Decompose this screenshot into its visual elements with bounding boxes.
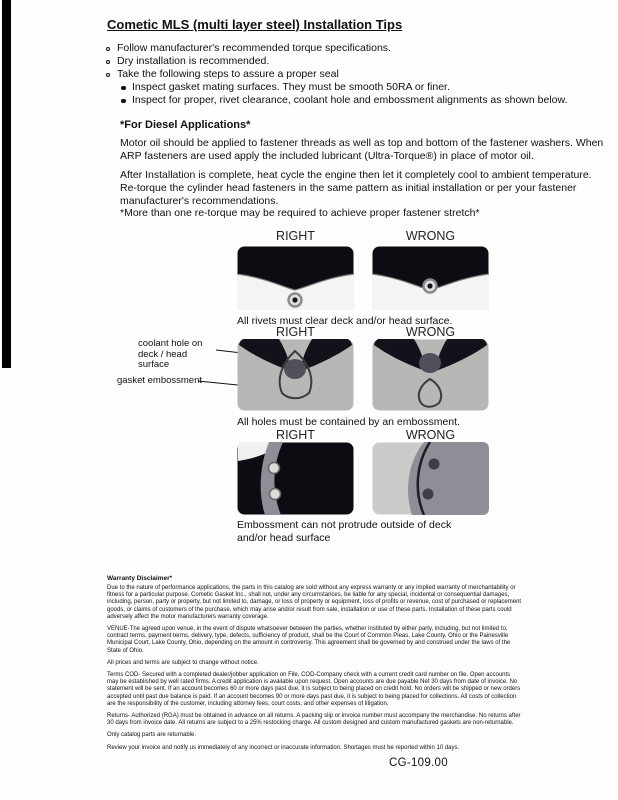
right-label: RIGHT [276,229,315,243]
tip-item [104,68,599,81]
rivet-overlap-wrong-figure [372,246,489,310]
wrong-label: WRONG [405,229,456,243]
warranty-disclaimer-heading: Warranty Disclaimer* [107,575,173,582]
circle-bullet-icon [106,47,110,51]
figure-caption: All holes must be contained by an embossment. [237,416,460,428]
embossment-protruding-wrong-figure [372,442,489,515]
tip-text: Inspect for proper, rivet clearance, coolant hole and embossment alignments as shown below. [132,94,568,106]
tip-text: Take the following steps to assure a proper seal [117,68,339,80]
page-title: Cometic MLS (multi layer steel) Installation Tips [107,17,403,32]
disclaimer-paragraph: All prices and terms are subject to change without notice. [107,659,259,666]
embossment-annotation: gasket embossment [117,375,203,386]
tip-sub-item [104,81,599,94]
wrong-label: WRONG [405,428,456,442]
tip-text: Inspect gasket mating surfaces. They must be smooth 50RA or finer. [132,81,450,93]
tip-item [104,42,599,55]
disclaimer-paragraph: Review your invoice and notify us immediately of any incorrect or inaccurate information. Shortages must be reported within 10 days. [107,744,460,751]
disclaimer-paragraph: VENUE-The agreed upon venue, in the event of dispute whatsoever between the parties, whether instituted by either party, including, but not limited to, contract terms, payment terms, delivery, type, defects, sufficiency of product, shall be the Court of Common Pleas, Lake County, Ohio or the Painesville Municipal Court, Lake County, Ohio, depending on the amount in controversy. This agreement shall be governed by and construed under the laws of the State of Ohio. [107,626,511,654]
circle-bullet-icon [106,73,110,77]
dot-bullet-icon [121,86,126,91]
diesel-paragraph-2: After Installation is complete, heat cycle the engine then let it completely cool to ambient temperature. Re-torque the cylinder head fasteners in the same pattern as initial installation or per your fastener manufacturer's recommendations. [120,169,592,207]
disclaimer-paragraph: Terms COD- Secured with a completed dealer/jobber application on File, COD-Company check with a current credit card number on file. Open accounts may be established by well rated firms. A credit application is available upon request. Open accounts are due payable Net 30 days from date of invoice. No statement will be sent. If an account becomes 60 or more days past due, it is subject to being placed on credit hold. No orders will be shipped or new orders accepted until past due balance is paid. If an account becomes 90 or more days past due, it is subject to being placed for collections. All costs of collection are the responsibility of the customer, including attorney fees, court costs, and other expenses of litigation. [107,672,521,707]
installation-tips-list [104,42,599,107]
warranty-disclaimer-body [107,585,523,757]
embossment-contained-right-figure [237,339,354,411]
page-number: CG-109.00 [389,757,448,769]
right-label: RIGHT [276,428,315,442]
circle-bullet-icon [106,60,110,64]
figure-caption: Embossment can not protrude outside of deck and/or head surface [237,519,452,544]
tip-text: Dry installation is recommended. [117,55,270,67]
tip-text: Follow manufacturer's recommended torque specifications. [117,42,391,54]
rivet-clear-right-figure [237,246,354,310]
diesel-applications-heading: *For Diesel Applications* [120,119,251,131]
diesel-paragraph-1: Motor oil should be applied to fastener threads as well as top and bottom of the fastener washers. When ARP fasteners are used apply the included lubricant (Ultra-Torque®) in place of motor oil. [120,137,604,162]
disclaimer-paragraph: Only catalog parts are returnable. [107,732,197,739]
disclaimer-paragraph: Due to the nature of performance applications, the parts in this catalog are sold without any express warranty or any implied warranty of merchantability or fitness for a particular purpose. Cometic Gasket Inc., shall not, under any circumstances, be liable for any special, incidental or consequential damages, including, person, party or property, but not limited to, damage, or loss of property or equipment, loss of profits or revenue, cost of purchased or replacement goods, or claims of customers of the purchase, which may arise and/or result from sale, installation or use of these parts. Installation of these parts could adversely affect the motor manufacturers warranty coverage. [107,585,522,620]
figure-caption: All rivets must clear deck and/or head surface. [237,315,453,327]
tip-sub-item [104,94,599,107]
tip-item [104,55,599,68]
dot-bullet-icon [121,99,126,104]
wrong-label: WRONG [405,325,456,339]
right-label: RIGHT [276,325,315,339]
embossment-inside-right-figure [237,442,354,515]
left-edge-bar [2,0,11,368]
embossment-missed-wrong-figure [372,339,489,411]
disclaimer-paragraph: Returns- Authorized (RGA) must be obtained in advance on all returns. A packing slip or invoice number must accompany the merchandise. No returns after 30 days from invoice date. All returns are subject to a 25% restocking charge. All custom designed and custom manufactured gaskets are non-returnable. [107,713,521,727]
retorque-note: *More than one re-torque may be required to achieve proper fastener stretch* [120,207,480,219]
coolant-hole-annotation: coolant hole on deck / head surface [138,338,203,370]
